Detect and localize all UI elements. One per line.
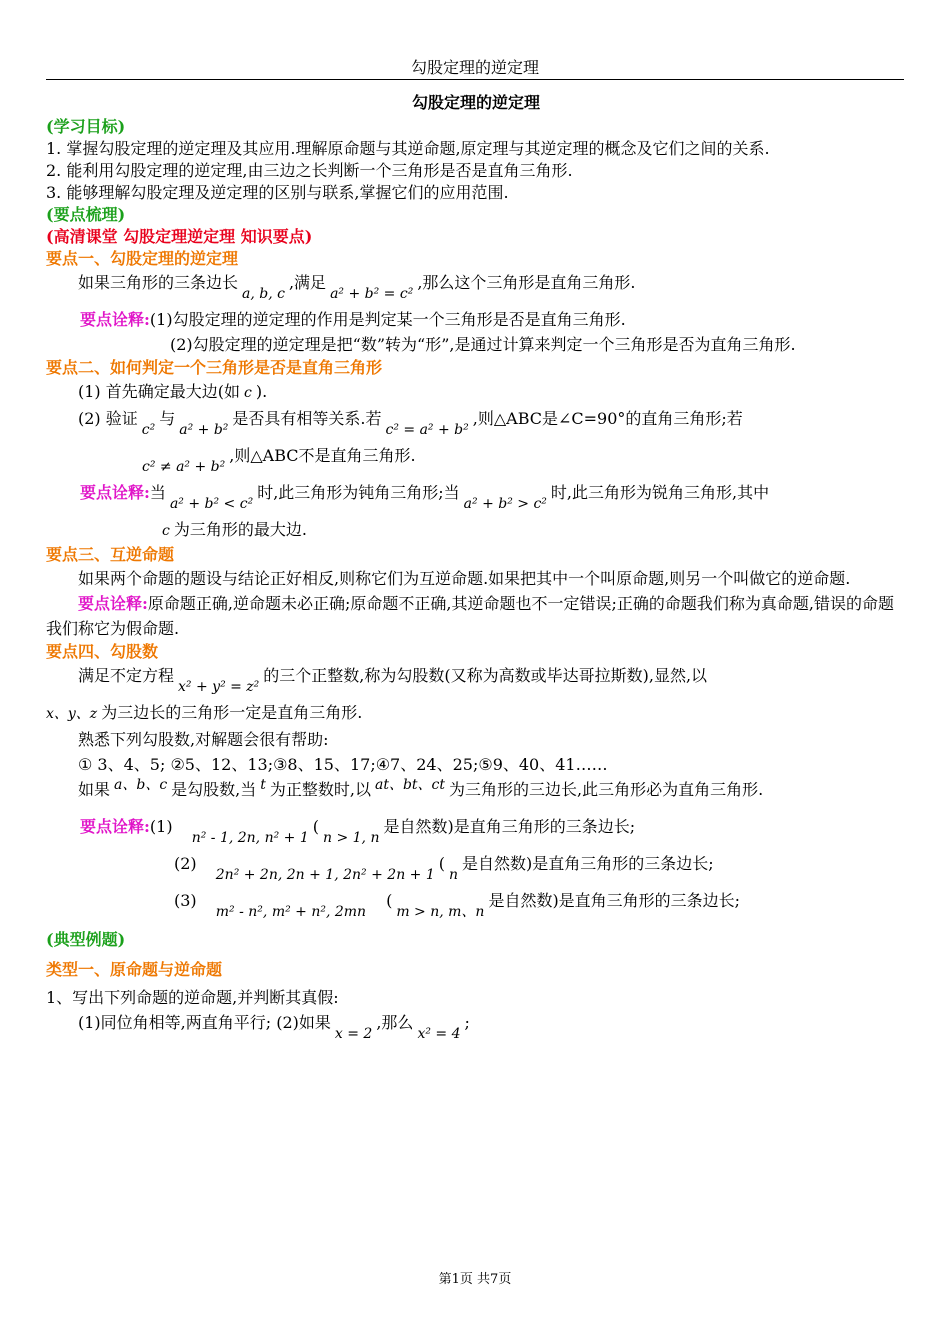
point4-text-1: 满足不定方程x² + y² = z²的三个正整数,称为勾股数(又称为高数或毕达哥拉斯数),显然,以 <box>78 666 708 695</box>
document-title: 勾股定理的逆定理 <box>411 93 540 112</box>
pythagorean-triples-list: ① 3、4、5; ②5、12、13;③8、15、17;④7、24、25;⑤9、40、41…… <box>78 755 608 774</box>
question-1: 1、写出下列命题的逆命题,并判断其真假: <box>46 988 339 1007</box>
point2-note-cont: c 为三角形的最大边. <box>162 520 307 539</box>
type1-heading: 类型一、原命题与逆命题 <box>46 960 223 979</box>
hd-class-heading: (高清课堂 勾股定理逆定理 知识要点) <box>46 227 313 246</box>
document-body <box>46 92 906 1042</box>
point4-text-2: x、y、z 为三边长的三角形一定是直角三角形. <box>46 703 363 722</box>
header-rule <box>46 79 904 80</box>
math-abc: a, b, c <box>242 286 285 302</box>
point4-formula-2: (2) 2n² + 2n, 2n + 1, 2n² + 2n + 1(n是自然数)是直角三角形的三条边长; <box>174 854 714 883</box>
goal-2: 2. 能利用勾股定理的逆定理,由三边之长判断一个三角形是否是直角三角形. <box>46 161 573 180</box>
goal-3: 3. 能够理解勾股定理及逆定理的区别与联系,掌握它们的应用范围. <box>46 183 509 202</box>
point4-familiar: 熟悉下列勾股数,对解题会很有帮助: <box>78 730 329 749</box>
goals-heading: (学习目标) <box>46 117 126 136</box>
point4-heading: 要点四、勾股数 <box>46 642 159 661</box>
point4-formula-1: 要点诠释:(1) n² - 1, 2n, n² + 1(n > 1, n是自然数)是直角三角形的三条边长; <box>80 817 636 846</box>
point2-note: 要点诠释:当a² + b² < c²时,此三角形为钝角三角形;当a² + b² > c²时,此三角形为锐角三角形,其中 <box>80 483 770 512</box>
point1-heading: 要点一、勾股定理的逆定理 <box>46 249 239 268</box>
running-header: 勾股定理的逆定理 <box>410 58 539 77</box>
examples-heading: (典型例题) <box>46 930 126 949</box>
point2-heading: 要点二、如何判定一个三角形是否是直角三角形 <box>46 358 383 377</box>
point1-note-1: 要点诠释:(1)勾股定理的逆定理的作用是判定某一个三角形是否是直角三角形. <box>80 310 626 329</box>
points-heading: (要点梳理) <box>46 205 126 224</box>
point4-formula-3: (3) m² - n², m² + n², 2mn(m > n, m、n是自然数)是直角三角形的三条边长; <box>174 891 741 920</box>
page-footer: 第1页 共7页 <box>438 1272 512 1287</box>
point2-step-2-cont: c² ≠ a² + b²,则△ABC不是直角三角形. <box>142 446 416 475</box>
point2-step-1: (1) 首先确定最大边(如 c ). <box>78 382 268 401</box>
point4-scaling: 如果 a、b、c 是勾股数,当 t 为正整数时,以 at、bt、ct 为三角形的三边长,此三角形必为直角三角形. <box>78 777 764 799</box>
point1-note-2: (2)勾股定理的逆定理是把“数”转为“形”,是通过计算来判定一个三角形是否为直角三角形. <box>170 335 796 354</box>
math-pythagoras: a² + b² = c² <box>330 286 414 302</box>
point3-note: 要点诠释:原命题正确,逆命题未必正确;原命题不正确,其逆命题也不一定错误;正确的命题我们称为真命题,错误的命题我们称它为假命题. <box>46 594 894 638</box>
goal-1: 1. 掌握勾股定理的逆定理及其应用.理解原命题与其逆命题,原定理与其逆定理的概念及它们之间的关系. <box>46 139 770 158</box>
point2-step-2: (2) 验证c²与a² + b²是否具有相等关系.若c² = a² + b²,则△ABC是∠C=90°的直角三角形;若 <box>78 409 743 438</box>
point1-statement: 如果三角形的三条边长a, b, c,满足a² + b² = c²,那么这个三角形是直角三角形. <box>78 273 636 302</box>
point3-heading: 要点三、互逆命题 <box>46 545 175 564</box>
point3-text: 如果两个命题的题设与结论正好相反,则称它们为互逆命题.如果把其中一个叫原命题,则另一个叫做它的逆命题. <box>78 569 851 588</box>
question-1-items: (1)同位角相等,两直角平行; (2)如果x = 2,那么x² = 4; <box>78 1013 470 1042</box>
